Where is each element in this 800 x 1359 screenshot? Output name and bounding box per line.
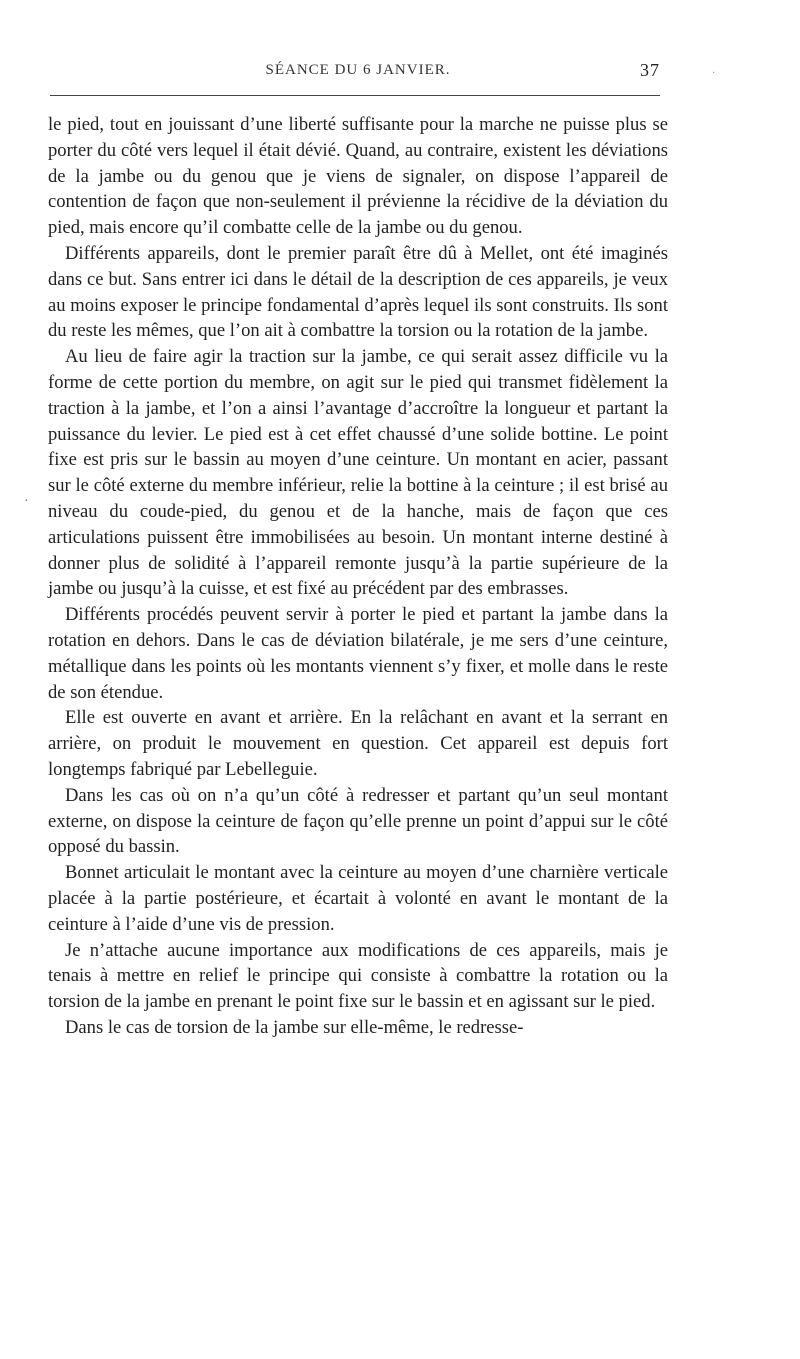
paragraph-8: Je n’attache aucune importance aux modifications de ces appareils, mais je tenais à mettre en relief le principe qui consiste à combattre la rotation ou la torsion de la jambe en prenant le point fixe sur le bassin et en agissant sur le pied. bbox=[48, 939, 668, 1013]
paragraph-4: Différents procédés peuvent servir à porter le pied et partant la jambe dans la rotation en dehors. Dans le cas de déviation bilatérale, je me sers d’une ceinture, métallique dans les points où les montants viennent s’y fixer, et molle dans le reste de son étendue. bbox=[48, 604, 668, 703]
page-number: 37 bbox=[640, 60, 660, 80]
paragraph-1: le pied, tout en jouissant d’une liberté suffisante pour la marche ne puisse plus se porter du côté vers lequel il était dévié. Quand, au contraire, existent les déviations de la jambe ou du genou que je viens de signaler, on dispose l’appareil de contention de façon que non-seulement il prévienne la récidive de la déviation du pied, mais encore qu’il combatte celle de la jambe ou du genou. bbox=[48, 114, 668, 239]
paragraph-6: Dans les cas où on n’a qu’un côté à redresser et partant qu’un seul montant externe, on dispose la ceinture de façon qu’elle prenne un point d’appui sur le côté opposé du bassin. bbox=[48, 784, 668, 858]
paragraph-5: Elle est ouverte en avant et arrière. En la relâchant en avant et la serrant en arrière, on produit le mouvement en question. Cet appareil est depuis fort longtemps fabriqué par Lebelleguie. bbox=[48, 707, 668, 780]
paragraph-2: Différents appareils, dont le premier paraît être dû à Mellet, ont été imaginés dans ce but. Sans entrer ici dans le détail de la description de ces appareils, je veux au moins exposer le principe fondamental d’après lequel ils sont construits. Ils sont du reste les mêmes, que l’on ait à combattre la torsion ou la rotation de la jambe. bbox=[48, 242, 668, 342]
body-text bbox=[24, 112, 668, 1041]
paragraph-9: Dans le cas de torsion de la jambe sur elle-même, le redresse- bbox=[65, 1016, 524, 1038]
margin-speck: · bbox=[712, 68, 716, 79]
header-rule bbox=[50, 95, 660, 96]
book-page bbox=[24, 60, 668, 1041]
page-header bbox=[48, 60, 668, 88]
paragraph-7: Bonnet articulait le montant avec la ceinture au moyen d’une charnière verticale placée à la partie postérieure, et écartait à volonté en avant le montant de la ceinture à l’aide d’une vis de pression. bbox=[48, 862, 668, 935]
margin-mark: · bbox=[24, 494, 29, 509]
running-title: SÉANCE DU 6 JANVIER. bbox=[265, 62, 451, 78]
paragraph-3: Au lieu de faire agir la traction sur la jambe, ce qui serait assez difficile vu la forme de cette portion du membre, on agit sur le pied qui transmet fidèlement la traction à la jambe, et l’on a ainsi l’avantage d’accroître la longueur et partant la puissance du levier. Le pied est à cet effet chaussé d’une solide bottine. Le point fixe est pris sur le bassin au moyen d’une ceinture. Un montant en acier, passant sur le côté externe du membre inférieur, relie la bottine à la ceinture ; il est brisé au niveau du coude-pied, du genou et de la hanche, mais de façon que ces articulations puissent être immobilisées au besoin. Un montant interne destiné à donner plus de solidité à l’appareil remonte jusqu’à la partie supérieure de la jambe ou jusqu’à la cuisse, et est fixé au précédent par des embrasses. bbox=[48, 346, 668, 600]
